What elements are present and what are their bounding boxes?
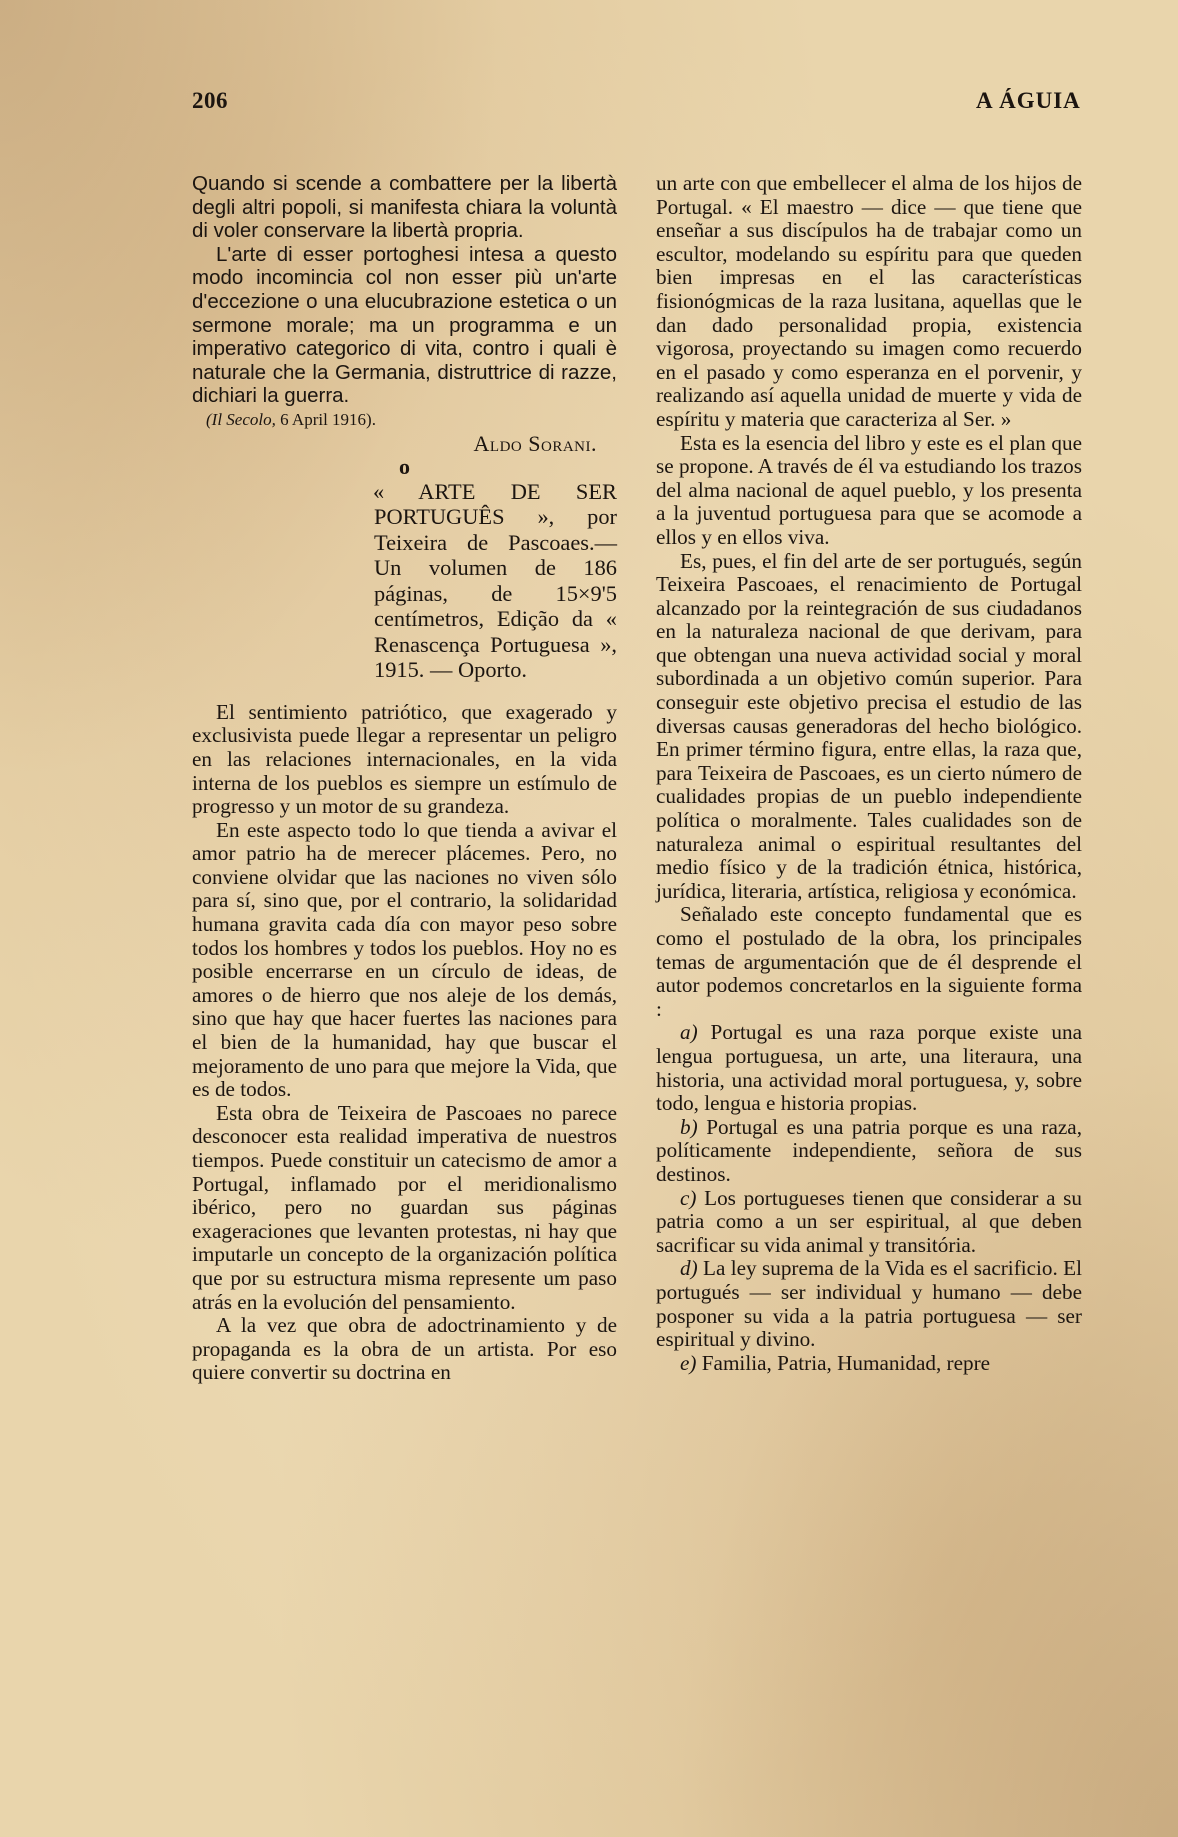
spanish-paragraph: Esta es la esencia del libro y este es el plan que se propone. A través de él va estudiando los trazos del alma nacional de aquel pueblo, y los presenta a la juventud portuguesa para que se acomode a ellos y en ellos viva. [656,430,1082,549]
right-column [656,172,1082,1375]
spanish-paragraph: A la vez que obra de adoctrinamiento y de propaganda es la obra de un artista. Por eso quiere convertir su doctrina en [192,1313,617,1385]
list-item-text: Portugal es una raza porque existe una lengua portuguesa, un arte, una literaura, una historia, una actividad moral portuguesa, y, sobre todo, lengua e historia propias. [656,1020,1083,1116]
list-item-text: Familia, Patria, Humanidad, repre [701,1350,991,1375]
italian-paragraph-2: L'arte di esser portoghesi intesa a questo modo incomincia col non esser più un'arte d'eccezione o una elucubrazione estetica o un sermone morale; ma un programma e un imperativo categorico di vita, contro i quali è naturale che la Germania, distruttrice di razze, dichiari la guerra. [192,242,617,408]
left-column [192,172,617,1385]
list-item-text: Los portugueses tienen que considerar a su patria como a un ser espiritual, al que deben sacrificar su vida animal y transitória. [656,1185,1082,1257]
list-item-text: La ley suprema de la Vida es el sacrificio. El portugués — ser individual y humano — debe posponer su vida a la patria portuguesa — ser espiritual y divino. [656,1256,1083,1352]
spanish-paragraph: En este aspecto todo lo que tienda a avivar el amor patrio ha de merecer plácemes. Pero, no conviene olvidar que las naciones no viven sólo para sí, sino que, por el contrario, la solidaridad humana gravita cada día con mayor peso sobre todos los hombres y todos los pueblos. Hoy no es posible encerrarse en un círculo de ideas, de amores o de hierro que nos aleje de los demás, sino que hay que hacer fuertes las naciones para el bien de la humanidad, hay que buscar el mejoramento de uno para que mejore la Vida, que es de todos. [192,817,617,1102]
spanish-paragraph: Señalado este concepto fundamental que es como el postulado de la obra, los principales temas de argumentación que de él desprende el autor podemos concretarlos en la siguiente forma : [656,902,1082,1021]
spanish-paragraph: un arte con que embellecer el alma de los hijos de Portugal. « El maestro — dice — que tiene que enseñar a sus discípulos ha de trabajar como un escultor, modelando su espíritu para que queden bien impresas en el las características fisionógmicas de la raza lusitana, aquellas que le dan dado personalidad propia, existencia vigorosa, proyectando su imagen como recuerdo en el pasado y como esperanza en el porvenir, y realizando así aquella unidad de muerte y vida de espíritu y materia que caracteriza al Ser. » [656,171,1082,431]
review-heading: « ARTE DE SER PORTUGUÊS », por Teixeira de Pascoaes.— Un volumen de 186 páginas, de 15×9'5 centímetros, Edição da « Renascença Portuguesa », 1915. — Oporto. [373,478,617,683]
journal-title: A ÁGUIA [976,88,1081,113]
author-signature: Aldo Sorani. [473,430,597,456]
list-marker: d) [680,1256,698,1281]
source-publication: (Il Secolo, [206,409,276,429]
page-number: 206 [192,88,228,113]
list-item [656,1021,1082,1115]
source-citation [192,408,617,432]
source-date: 6 April 1916). [280,409,376,429]
list-marker: c) [680,1185,697,1210]
spanish-paragraph: Es, pues, el fin del arte de ser portugués, según Teixeira Pascoaes, el renacimiento de Portugal alcanzado por la reintegración de sus ciudadanos en la naturaleza nacional de que derivam, para que obtengan una nueva actividad social y moral subordinada a un objetivo común superior. Para conseguir este objetivo precisa el estudio de las diversas causas generadoras del hecho biológico. En primer término figura, entre ellas, la raza que, para Teixeira de Pascoaes, es un cierto número de cualidades propias de un pueblo independiente política o moralmente. Tales cualidades son de naturaleza animal o espiritual resultantes del medio físico y de la tradición étnica, histórica, jurídica, literaria, artística, religiosa y económica. [656,548,1082,903]
list-marker: a) [680,1020,698,1045]
list-item [656,1187,1082,1258]
spanish-paragraph: El sentimiento patriótico, que exagerado y exclusivista puede llegar a representar un peligro en las relaciones internacionales, en la vida interna de los pueblos es siempre un estímulo de progresso y un motor de su grandeza. [192,699,617,819]
section-separator: o [399,454,410,480]
list-marker: e) [680,1350,697,1375]
italian-paragraph-1: Quando si scende a combattere per la libertà degli altri popoli, si manifesta chiara la voluntà di voler conservare la libertà propria. [192,172,617,243]
list-item-text: Portugal es una patria porque es una raza, políticamente independiente, señora de sus destinos. [656,1114,1082,1186]
spanish-paragraph: Esta obra de Teixeira de Pascoaes no parece desconocer esta realidad imperativa de nuestros tiempos. Puede constituir un catecismo de amor a Portugal, inflamado por el meridionalismo ibérico, pero no guardan sus páginas exageraciones que levanten protestas, ni hay que imputarle un concepto de la organización política que por su estructura misma represente um paso atrás en la evolución del pensamiento. [192,1100,617,1314]
list-item [656,1352,1082,1376]
list-item [656,1116,1082,1187]
spanish-left-text [192,701,617,1385]
list-item [656,1257,1082,1351]
list-marker: b) [680,1114,698,1139]
